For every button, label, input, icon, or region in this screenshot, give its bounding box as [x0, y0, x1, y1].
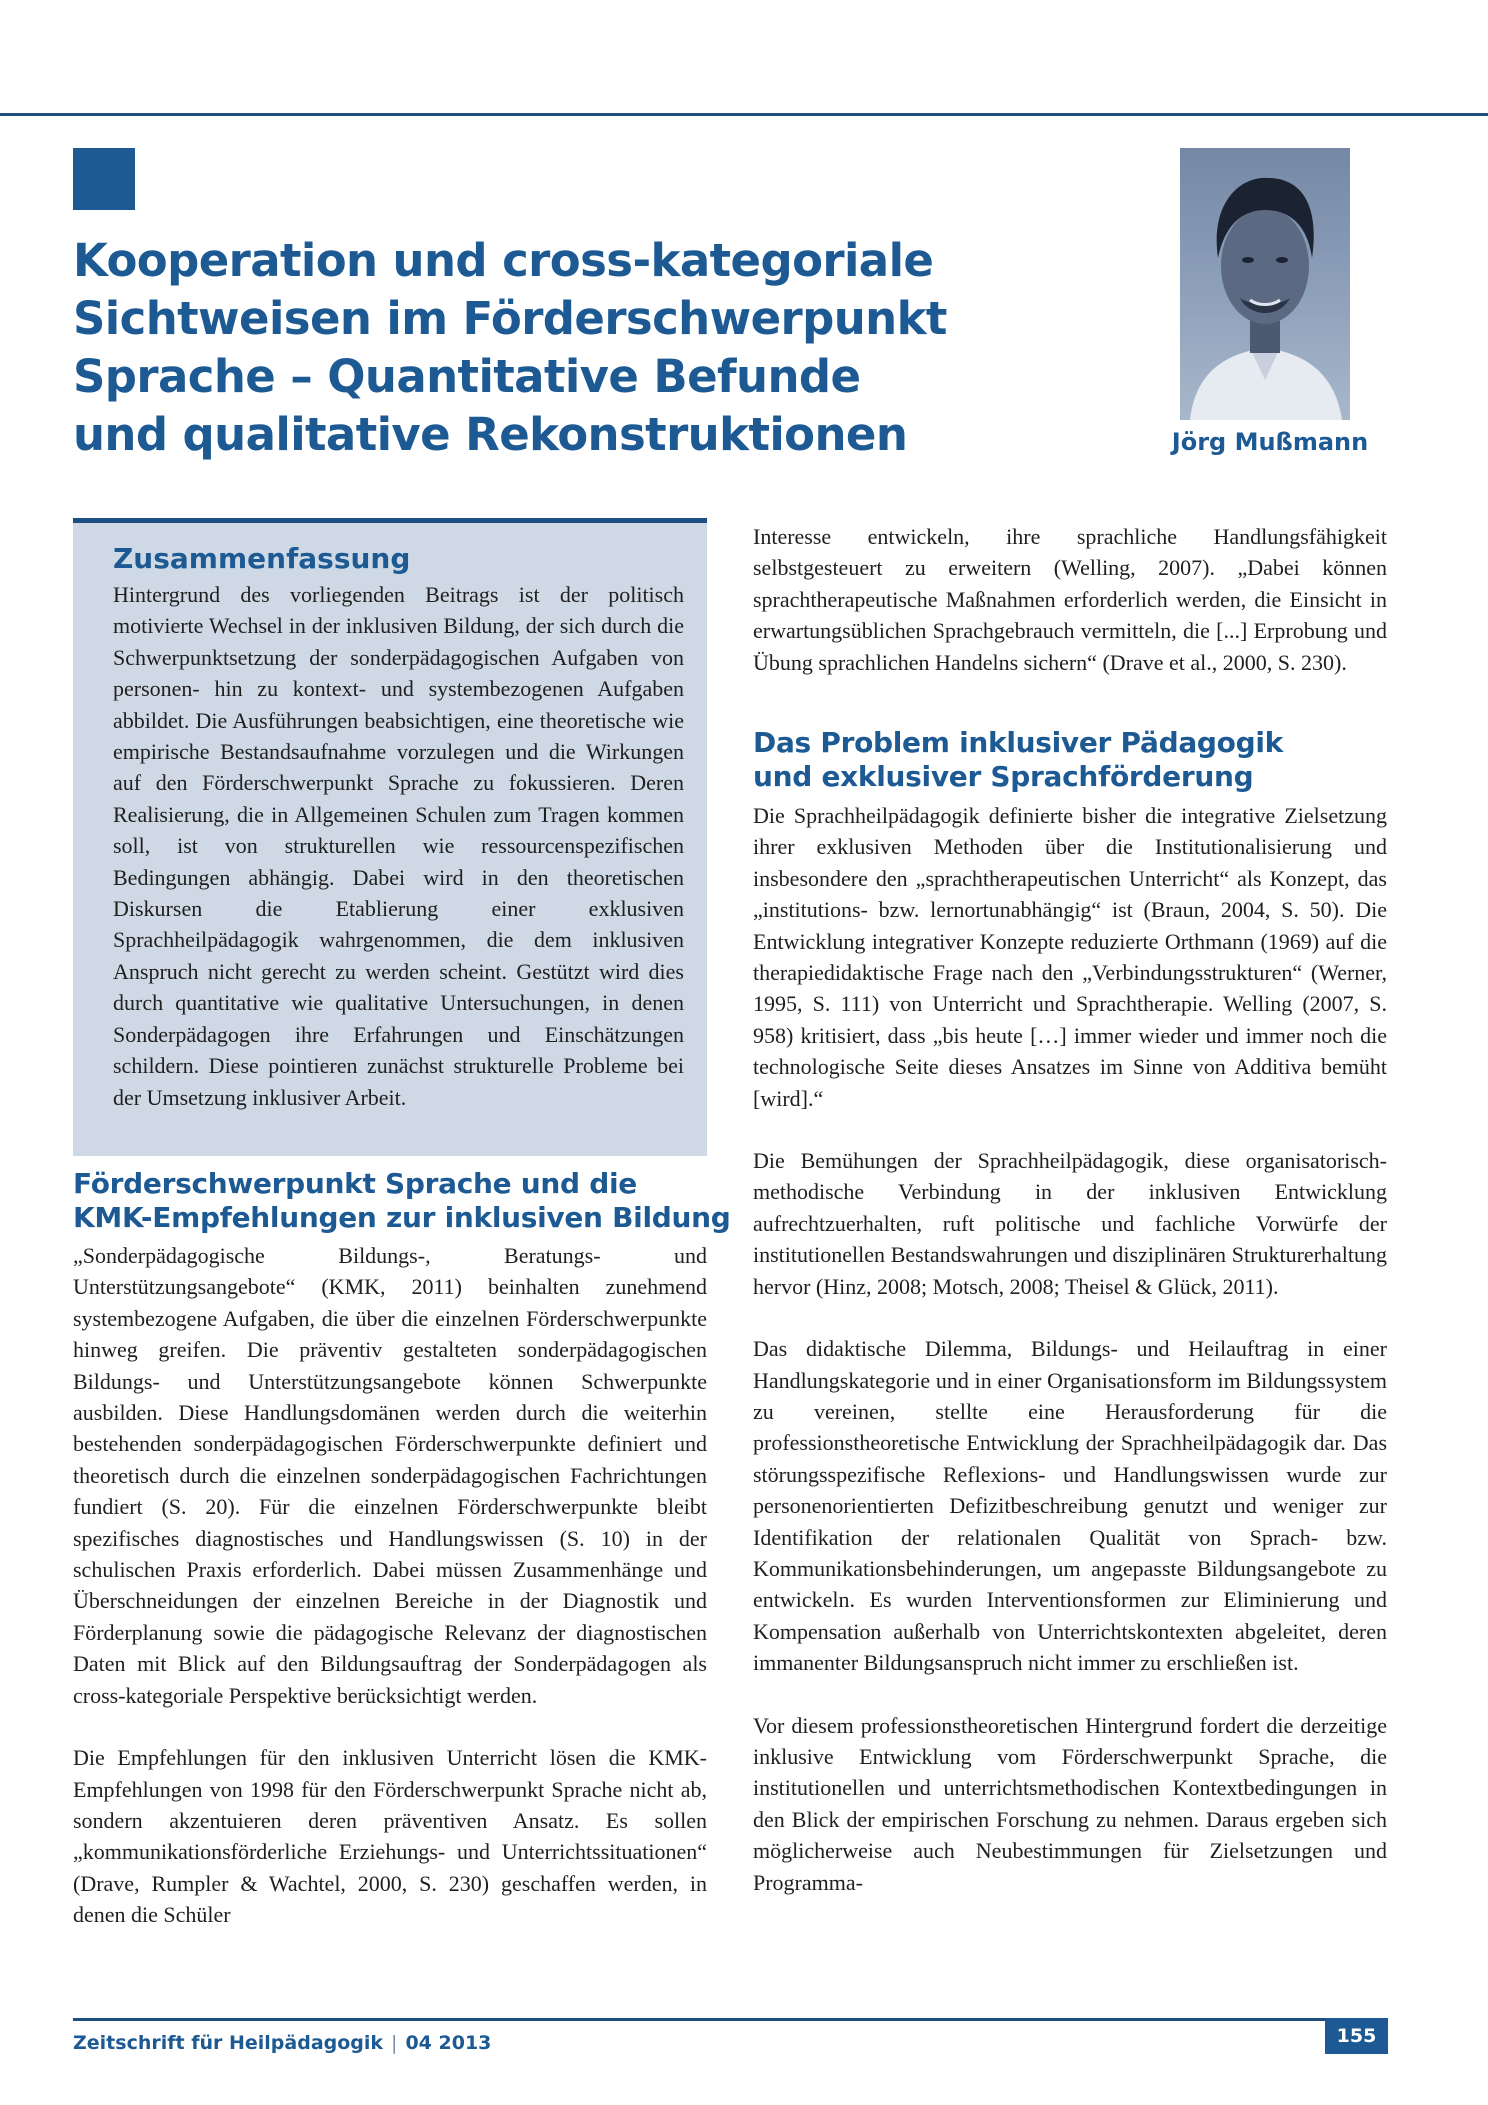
left-column-body: [73, 1240, 707, 1931]
section-marker: [73, 148, 135, 210]
title-line: und qualitative Rekonstruktionen: [73, 408, 908, 461]
title-line: Sprache – Quantitative Befunde: [73, 350, 861, 403]
right-column-intro: [753, 521, 1387, 678]
summary-box: [73, 518, 707, 1156]
heading-line: Förderschwerpunkt Sprache und die: [73, 1167, 637, 1200]
author-photo: [1180, 148, 1350, 420]
footer-separator: |: [391, 2032, 398, 2054]
paragraph: Die Sprachheilpädagogik definierte bisher die integrative Zielsetzung ihrer exklusiven Methoden über die Institutionalisierung und insbesondere den „sprachtherapeutischen Unterricht“ als Konzept, das „institutions- bzw. lernortunabhängig“ ist (Braun, 2004, S. 50). Die Entwicklung integrativer Konzepte reduzierte Orthmann (1969) auf die therapiedidaktische Frage nach den „Verbindungsstrukturen“ (Werner, 1995, S. 111) von Unterricht und Sprachtherapie. Welling (2007, S. 958) kritisiert, dass „bis heute […] immer wieder und immer noch die technologische Seite dieses Ansatzes im Sinne von Additiva bemüht [wird].“: [753, 803, 1387, 1111]
heading-line: und exklusiver Sprachförderung: [753, 760, 1254, 793]
footer: [73, 2032, 491, 2054]
paragraph: Interesse entwickeln, ihre sprachliche Handlungsfähigkeit selbstgesteuert zu erweitern (Welling, 2007). „Dabei können sprachtherapeutische Maßnahmen erforderlich werden, die Einsicht in erwartungsüblichen Sprachgebrauch vermitteln, die [...] Erprobung und Übung sprachlichen Handelns sichern“ (Drave et al., 2000, S. 230).: [753, 524, 1387, 675]
right-column-body: [753, 800, 1387, 1898]
section-heading: [73, 1167, 731, 1235]
summary-heading: Zusammenfassung: [113, 542, 411, 575]
bottom-rule: [73, 2018, 1388, 2021]
page-number: 155: [1325, 2018, 1388, 2054]
issue-number: 04 2013: [405, 2032, 492, 2054]
paragraph: „Sonderpädagogische Bildungs-, Beratungs- und Unterstützungsangebote“ (KMK, 2011) beinhalten zunehmend systembezogene Aufgaben, die über die einzelnen Förderschwerpunkte hinweg greifen. Die präventiv gestalteten sonderpädagogischen Bildungs- und Unterstützungsangebote können Schwerpunkte ausbilden. Diese Handlungsdomänen werden durch die weiterhin bestehenden sonderpädagogischen Förderschwerpunkte definiert und theoretisch durch die einzelnen sonderpädagogischen Fachrichtungen fundiert (S. 20). Für die einzelnen Förderschwerpunkte bleibt spezifisches diagnostisches und Handlungswissen (S. 10) in der schulischen Praxis erforderlich. Dabei müssen Zusammenhänge und Überschneidungen der einzelnen Bereiche in der Diagnostik und Förderplanung sowie die pädagogische Relevanz der diagnostischen Daten mit Blick auf den Bildungsauftrag der Sonderpädagogen als cross-kategoriale Perspektive berücksichtigt werden.: [73, 1243, 707, 1708]
section-heading-left: [73, 1167, 731, 1235]
author-name: Jörg Mußmann: [1171, 428, 1369, 456]
title-line: Sichtweisen im Förderschwerpunkt: [73, 292, 947, 345]
title-line: Kooperation und cross-kategoriale: [73, 234, 934, 287]
top-rule: [0, 113, 1488, 116]
heading-line: KMK-Empfehlungen zur inklusiven Bildung: [73, 1201, 731, 1234]
paragraph: Die Empfehlungen für den inklusiven Unterricht lösen die KMK-Empfehlungen von 1998 für den Förderschwerpunkt Sprache nicht ab, sondern akzentuieren deren präventiven Ansatz. Es sollen „kommunikationsförderliche Erziehungs- und Unterrichtssituationen“ (Drave, Rumpler & Wachtel, 2000, S. 230) geschaffen werden, in denen die Schüler: [73, 1745, 707, 1928]
section-heading: [753, 726, 1393, 794]
paragraph: Die Bemühungen der Sprachheilpädagogik, diese organisatorisch-methodische Verbindung in der inklusiven Entwicklung aufrechtzuerhalten, ruft politische und fachliche Vorwürfe der institutionellen Bestandswahrungen und disziplinären Strukturerhaltung hervor (Hinz, 2008; Motsch, 2008; Theisel & Glück, 2011).: [753, 1148, 1387, 1299]
section-heading-right: [753, 726, 1393, 794]
paragraph: Vor diesem professionstheoretischen Hintergrund fordert die derzeitige inklusive Entwicklung vom Förderschwerpunkt Sprache, die institutionellen und unterrichtsmethodischen Kontextbedingungen in den Blick der empirischen Forschung zu nehmen. Daraus ergeben sich möglicherweise auch Neubestimmungen für Zielsetzungen und Programma-: [753, 1712, 1387, 1895]
paragraph: Das didaktische Dilemma, Bildungs- und Heilauftrag in einer Handlungskategorie und in einer Organisationsform im Bildungssystem zu vereinen, stellte eine Herausforderung für die professionstheoretische Entwicklung der Sprachheilpädagogik dar. Das störungsspezifische Reflexions- und Handlungswissen wurde zur personenorientierten Defizitbeschreibung genutzt und weniger zur Identifikation der relationalen Qualität von Sprach- bzw. Kommunikationsbehinderungen, um angepasste Bildungsangebote zu entwickeln. Es wurden Interventionsformen zur Eliminierung und Kompensation außerhalb von Unterrichtskontexten abgeleitet, deren immanenter Bildungsanspruch nicht immer zu erschließen ist.: [753, 1336, 1387, 1676]
summary-text: Hintergrund des vorliegenden Beitrags ist der politisch motivierte Wechsel in der inklusiven Bildung, der sich durch die Schwerpunktsetzung der sonderpädagogischen Aufgaben von personen- hin zu kontext- und systembezogenen Aufgaben abbildet. Die Ausführungen beabsichtigen, eine theoretische wie empirische Bestandsaufnahme vorzulegen und die Wirkungen auf den Förderschwerpunkt Sprache zu fokussieren. Deren Realisierung, die in Allgemeinen Schulen zum Tragen kommen soll, ist von strukturellen wie ressourcenspezifischen Bedingungen abhängig. Dabei wird in den theoretischen Diskursen die Etablierung einer exklusiven Sprachheilpädagogik wahrgenommen, die dem inklusiven Anspruch nicht gerecht zu werden scheint. Gestützt wird dies durch quantitative wie qualitative Untersuchungen, in denen Sonderpädagogen ihre Erfahrungen und Einschätzungen schildern. Diese pointieren zunächst strukturelle Probleme bei der Umsetzung inklusiver Arbeit.: [113, 582, 684, 1110]
heading-line: Das Problem inklusiver Pädagogik: [753, 726, 1283, 759]
journal-name: Zeitschrift für Heilpädagogik: [73, 2032, 384, 2054]
article-title: [73, 232, 1133, 464]
